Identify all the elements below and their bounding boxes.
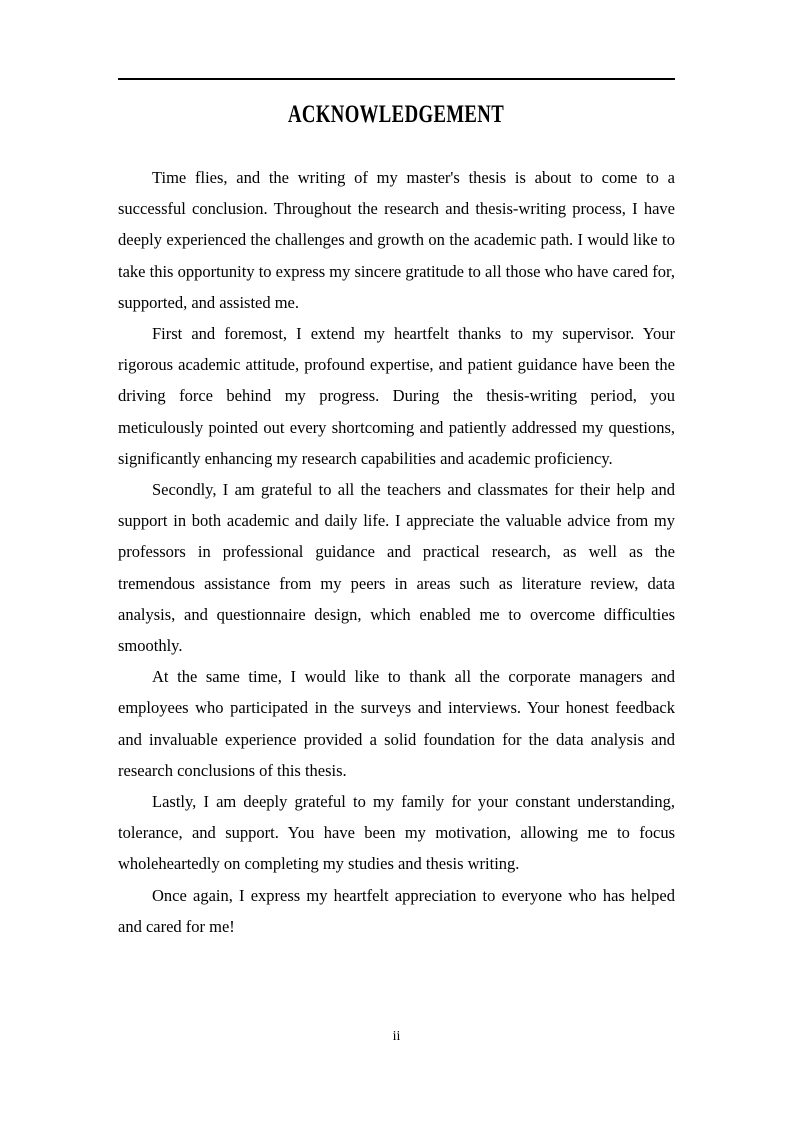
page-number: ii [392, 1029, 401, 1044]
paragraph-2: First and foremost, I extend my heartfelt thanks to my supervisor. Your rigorous academic attitude, profound expertise, and patient guidance have been the driving force behind my progress. During the thesis-writing period, you meticulously pointed out every shortcoming and patiently addressed my questions, significantly enhancing my research capabilities and academic proficiency. [118, 324, 675, 468]
page-title: ACKNOWLEDGEMENT [288, 101, 505, 128]
paragraph-4: At the same time, I would like to thank all the corporate managers and employees who participated in the surveys and interviews. Your honest feedback and invaluable experience provided a solid foundation for the data analysis and research conclusions of this thesis. [118, 667, 675, 780]
body-text [118, 162, 675, 942]
header-rule [118, 78, 675, 80]
paragraph-5: Lastly, I am deeply grateful to my family for your constant understanding, tolerance, and support. You have been my motivation, allowing me to focus wholeheartedly on completing my studies and thesis writing. [118, 792, 675, 874]
paragraph-1: Time flies, and the writing of my master's thesis is about to come to a successful conclusion. Throughout the research and thesis-writing process, I have deeply experienced the challenges and growth on the academic path. I would like to take this opportunity to express my sincere gratitude to all those who have cared for, supported, and assisted me. [118, 168, 675, 312]
title-container [0, 102, 793, 127]
paragraph-6: Once again, I express my heartfelt appreciation to everyone who has helped and cared for me! [118, 885, 675, 936]
paragraph-3: Secondly, I am grateful to all the teachers and classmates for their help and support in both academic and daily life. I appreciate the valuable advice from my professors in professional guidance and practical research, as well as the tremendous assistance from my peers in areas such as literature review, data analysis, and questionnaire design, which enabled me to overcome difficulties smoothly. [118, 480, 675, 656]
